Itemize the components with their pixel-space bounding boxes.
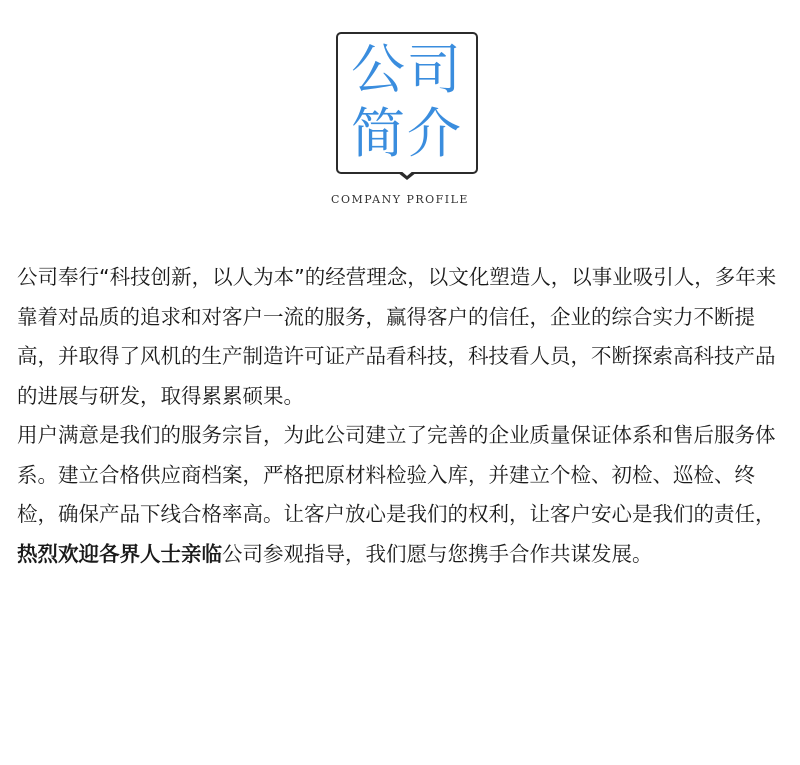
title-frame xyxy=(336,32,478,174)
paragraph-service-welcome: 热烈欢迎各界人士亲临 xyxy=(17,541,222,566)
company-profile-subtitle: COMPANY PROFILE xyxy=(331,193,469,206)
paragraph-service-text: 用户满意是我们的服务宗旨，为此公司建立了完善的企业质量保证体系和售后服务体系。建立合格供应商档案，严格把原材料检验入库，并建立个检、初检、巡检、终检，确保产品下线合格率高。让客户放心是我们的权利，让客户安心是我们的责任， xyxy=(17,423,776,526)
title-line-1: 公司 xyxy=(351,38,463,101)
title-line-2: 简介 xyxy=(351,102,463,165)
paragraph-philosophy: 公司奉行“科技创新，以人为本”的经营理念，以文化塑造人，以事业吸引人，多年来靠着对品质的追求和对客户一流的服务，赢得客户的信任，企业的综合实力不断提高，并取得了风机的生产制造许可证产品看科技，科技看人员，不断探索高科技产品的进展与研发，取得累累硕果。 xyxy=(17,265,777,408)
paragraph-service-closing: 公司参观指导，我们愿与您携手合作共谋发展。 xyxy=(222,541,653,566)
profile-body xyxy=(17,258,785,574)
frame-notch-inner xyxy=(400,170,414,176)
paragraph-service xyxy=(17,416,785,574)
